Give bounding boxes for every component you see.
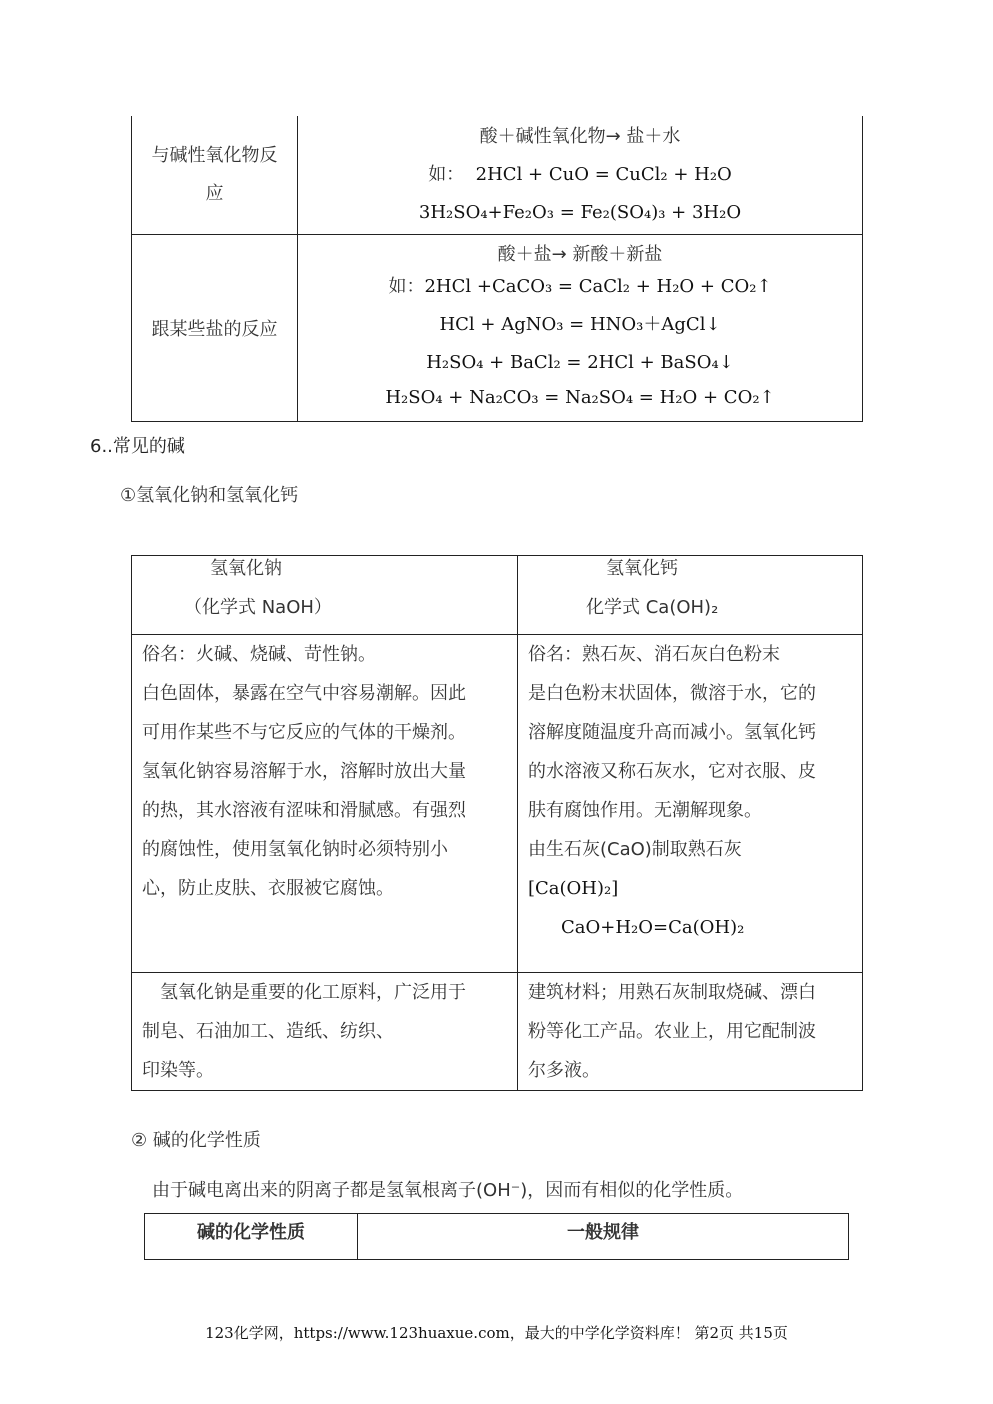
base-comparison-table	[131, 555, 863, 1091]
column-header: 一般规律	[358, 1214, 849, 1260]
caoh-use-line: 粉等化工产品。农业上，用它配制波	[528, 1021, 816, 1042]
equation: HCl + AgNO₃ = HNO₃＋AgCl↓	[439, 313, 721, 335]
rule-text: 酸＋碱性氧化物→ 盐＋水	[479, 125, 681, 147]
caoh-property-line: 的水溶液又称石灰水，它对衣服、皮	[528, 761, 816, 782]
caoh-use-line: 尔多液。	[528, 1060, 600, 1081]
page-footer: 123化学网，https://www.123huaxue.com，最大的中学化学资料库！ 第2页 共15页	[205, 1324, 788, 1342]
naoh-name: 氢氧化钠	[210, 558, 282, 579]
naoh-properties-cell	[132, 635, 518, 973]
subsection-heading	[131, 1126, 261, 1152]
section-heading: 6..常见的碱	[90, 436, 185, 457]
caoh-formula: 化学式 Ca(OH)₂	[586, 597, 719, 618]
row-content-salt	[298, 234, 863, 421]
row-label-line2: 应	[205, 182, 224, 204]
caoh-property-line: 是白色粉末状固体，微溶于水，它的	[528, 683, 816, 704]
acid-properties-table	[131, 116, 863, 422]
equation	[298, 268, 862, 306]
caoh-property-line: 肤有腐蚀作用。无潮解现象。	[528, 800, 762, 821]
naoh-header-cell	[132, 556, 518, 635]
subsection-heading	[120, 481, 298, 507]
naoh-property-line: 白色固体，暴露在空气中容易潮解。因此	[142, 683, 466, 704]
caoh-name: 氢氧化钙	[606, 558, 678, 579]
rule-text: 酸＋盐→ 新酸＋新盐	[497, 243, 663, 265]
naoh-property-line: 心，防止皮肤、衣服被它腐蚀。	[142, 878, 394, 899]
naoh-property-line: 的腐蚀性，使用氢氧化钠时必须特别小	[142, 839, 448, 860]
caoh-use-line: 建筑材料；用熟石灰制取烧碱、漂白	[528, 982, 816, 1003]
caoh-property-line: [Ca(OH)₂]	[528, 878, 619, 899]
equation: 3H₂SO₄+Fe₂O₃ = Fe₂(SO₄)₃ + 3H₂O	[418, 201, 742, 223]
caoh-header-cell	[518, 556, 863, 635]
row-label-basic-oxide	[132, 116, 298, 234]
subsection-title: 氢氧化钠和氢氧化钙	[136, 485, 299, 506]
naoh-use-line: 印染等。	[142, 1060, 214, 1081]
equation: H₂SO₄ + BaCl₂ = 2HCl + BaSO₄↓	[426, 351, 734, 373]
column-header: 碱的化学性质	[145, 1214, 358, 1260]
subsection-title: 碱的化学性质	[152, 1130, 261, 1151]
equation-text: 2HCl +CaCO₃ = CaCl₂ + H₂O + CO₂↑	[424, 275, 772, 297]
naoh-formula: （化学式 NaOH）	[184, 597, 332, 618]
naoh-uses-cell	[132, 973, 518, 1091]
naoh-property-line: 可用作某些不与它反应的气体的干燥剂。	[142, 722, 466, 743]
caoh-property-line: 由生石灰(CaO)制取熟石灰	[528, 839, 742, 860]
naoh-property-line: 氢氧化钠容易溶解于水，溶解时放出大量	[142, 761, 466, 782]
naoh-use-line: 制皂、石油加工、造纸、纺织、	[142, 1021, 394, 1042]
row-label-salt: 跟某些盐的反应	[132, 234, 298, 421]
caoh-properties-cell	[518, 635, 863, 973]
caoh-property-line: 俗名：熟石灰、消石灰白色粉末	[528, 644, 780, 665]
naoh-property-line: 俗名：火碱、烧碱、苛性钠。	[142, 644, 376, 665]
caoh-property-line: 溶解度随温度升高而减小。氢氧化钙	[528, 722, 816, 743]
equation-text: 2HCl + CuO = CuCl₂ + H₂O	[475, 163, 732, 185]
base-properties-table	[144, 1213, 849, 1260]
naoh-use-line: 氢氧化钠是重要的化工原料，广泛用于	[160, 982, 466, 1003]
equation: H₂SO₄ + Na₂CO₃ = Na₂SO₄ = H₂O + CO₂↑	[385, 386, 775, 408]
caoh-equation: CaO+H₂O=Ca(OH)₂	[561, 917, 745, 938]
naoh-property-line: 的热，其水溶液有涩味和滑腻感。有强烈	[142, 800, 466, 821]
example-prefix: 如：	[388, 275, 425, 297]
intro-paragraph: 由于碱电离出来的阴离子都是氢氧根离子(OH⁻)，因而有相似的化学性质。	[152, 1180, 744, 1201]
equation	[298, 156, 862, 194]
row-label-line1: 与碱性氧化物反	[151, 144, 278, 166]
example-prefix: 如：	[428, 163, 465, 185]
circled-number-1: ①	[120, 485, 137, 506]
circled-number-2: ②	[131, 1130, 148, 1151]
caoh-uses-cell	[518, 973, 863, 1091]
row-content-basic-oxide	[298, 116, 863, 234]
